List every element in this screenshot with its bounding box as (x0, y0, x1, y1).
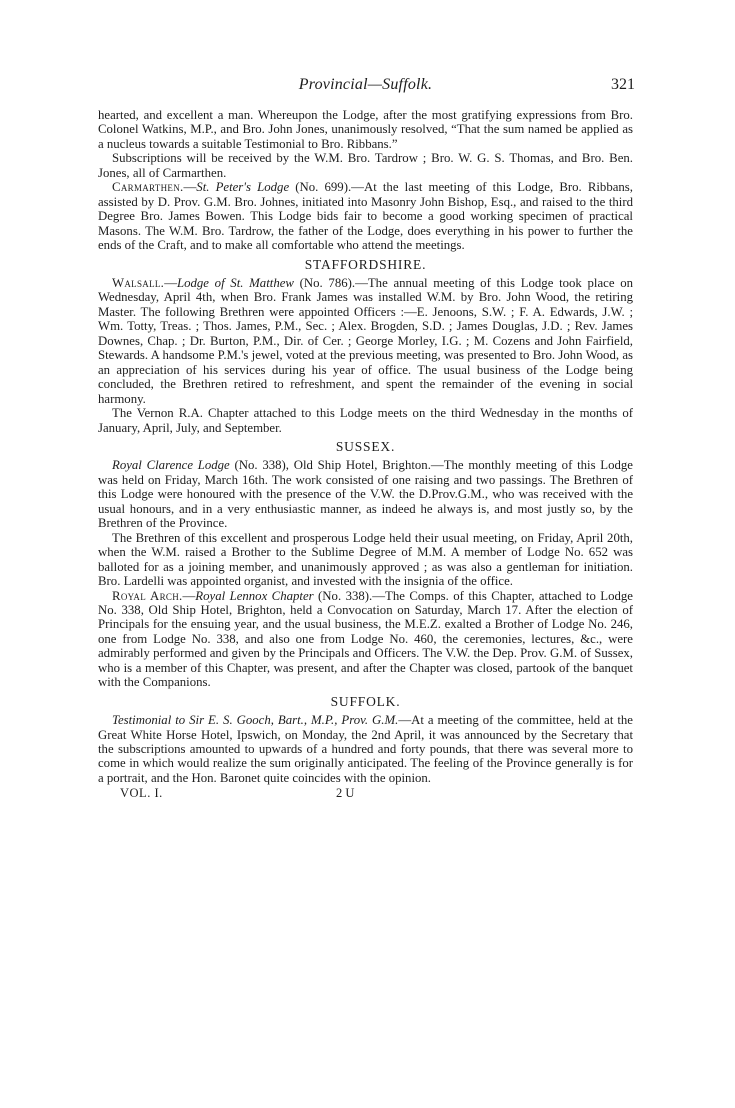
paragraph: Royal Arch.—Royal Lennox Chapter (No. 338).—The Comps. of this Chapter, attached to Lodge No. 338, Old Ship Hotel, Brighton, held a Convocation on Saturday, March 17. After the election of Principals for the ensuing year, and the usual business, the M.E.Z. exalted a Brother of Lodge No. 246, one from Lodge No. 338, and also one from Lodge No. 460, the ceremonies, lectures, &c., were admirably performed and given by the Principals and Officers. The V.W. the Dep. Prov. G.M. of Sussex, who is a member of this Chapter, was present, and after the Chapter was closed, partook of the banquet with the Companions. (98, 588, 633, 690)
paragraph: Carmarthen.—St. Peter's Lodge (No. 699).—At the last meeting of this Lodge, Bro. Ribbans, assisted by D. Prov. G.M. Bro. Johnes, initiated into Masonry John Bishop, Esq., and raised to the third Degree Bro. James Bowen. This Lodge bids fair to become a good working specimen of practical Masons. The W.M. Bro. Tardrow, the father of the Lodge, does everything in his power to further the ends of the Craft, and to make all comfortable who attend the meetings. (98, 180, 633, 253)
signature-mark: 2 U (336, 786, 355, 801)
lodge-name: Royal Clarence Lodge (112, 458, 230, 473)
suffolk-section (98, 695, 633, 786)
place-name: Royal Arch. (112, 588, 183, 603)
paragraph (98, 458, 633, 530)
section-heading: SUSSEX. (335, 438, 396, 454)
section-heading: SUFFOLK. (330, 693, 401, 709)
paragraph-text: (No. 338), Old Ship Hotel, Brighton.—The monthly meeting of this Lodge was held on Friday, March 16th. The work consisted of one raising and two passings. The Brethren of this Lodge were honoured with the presence of the V.W. the D.Prov.G.M., who was received with the usual honours, and in a very enthusiastic manner, as indeed he always is, and most justly so, by the Brethren of the Province. (98, 458, 633, 531)
paragraph-text: —At a meeting of the committee, held at the Great White Horse Hotel, Ipswich, on Monday, the 2nd April, it was announced by the Secretary that the subscriptions amounted to upwards of a hundred and forty pounds, that there was several more to come in which would realize the sum originally anticipated. The feeling of the Province generally is for a portrait, and the Hon. Baronet quite coincides with the opinion. (98, 713, 633, 785)
place-name: Carmarthen. (112, 180, 184, 195)
lodge-name: St. Peter's Lodge (196, 180, 290, 195)
volume-label: VOL. I. (120, 786, 163, 801)
paragraph: The Vernon R.A. Chapter attached to this Lodge meets on the third Wednesday in the months of January, April, July, and September. (98, 406, 633, 435)
paragraph: Subscriptions will be received by the W.M. Bro. Tardrow ; Bro. W. G. S. Thomas, and Bro. Ben. Jones, all of Carmarthen. (98, 151, 633, 180)
paragraph (98, 713, 633, 785)
testimonial-title: Testimonial to Sir E. S. Gooch, Bart., M.P., Prov. G.M. (112, 713, 399, 728)
place-name: Walsall. (112, 275, 165, 290)
paragraph-text: (No. 786).—The annual meeting of this Lodge took place on Wednesday, April 4th, when Bro. Frank James was installed W.M. by Bro. John Wood, the retiring Master. The following Brethren were appointed Officers :—E. Jenoons, S.W. ; F. A. Edwards, J.W. ; Wm. Totty, Treas. ; Thos. James, P.M., Sec. ; Alex. Brogden, S.D. ; James Douglas, J.D. ; Rev. James Downes, Chap. ; Dr. Burton, P.M., Dir. of Cer. ; George Morley, I.G. ; M. Cozens and John Fairfield, Stewards. A handsome P.M.'s jewel, voted at the previous meeting, was presented to Bro. John Wood, as an appreciation of his services during his year of office. The usual business of the Lodge being concluded, the Brethren retired to refreshment, and spent the remainder of the evening in social harmony. (98, 275, 633, 406)
lodge-name: Lodge of St. Matthew (176, 275, 294, 290)
paragraph-text: (No. 338).—The Comps. of this Chapter, attached to Lodge No. 338, Old Ship Hotel, Brighton, held a Convocation on Saturday, March 17. After the election of Principals for the ensuing year, and the usual business, the M.E.Z. exalted a Brother of Lodge No. 246, one from Lodge No. 338, and also one from Lodge No. 460, the ceremonies, lectures, &c., were admirably performed and given by the Principals and Officers. The V.W. the Dep. Prov. G.M. of Sussex, who is a member of this Chapter, was present, and after the Chapter was closed, partook of the banquet with the Companions. (98, 588, 633, 690)
paragraph: hearted, and excellent a man. Whereupon the Lodge, after the most gratifying expressions from Bro. Colonel Watkins, M.P., and Bro. John Jones, unanimously resolved, “That the sum named be applied as a nucleus towards a suitable Testimonial to Bro. Ribbans.” (98, 108, 633, 151)
staffordshire-section (98, 258, 633, 435)
page-number: 321 (611, 76, 635, 93)
paragraph: The Brethren of this excellent and prosperous Lodge held their usual meeting, on Friday, April 20th, when the W.M. raised a Brother to the Sublime Degree of M.M. A member of Lodge No. 652 was balloted for as a joining member, and unanimously approved ; as was also a gentleman for initiation. Bro. Lardelli was appointed organist, and invested with the insignia of the office. (98, 530, 633, 589)
paragraph: Walsall.—Lodge of St. Matthew (No. 786).—The annual meeting of this Lodge took place on Wednesday, April 4th, when Bro. Frank James was installed W.M. by Bro. John Wood, the retiring Master. The following Brethren were appointed Officers :—E. Jenoons, S.W. ; F. A. Edwards, J.W. ; Wm. Totty, Treas. ; Thos. James, P.M., Sec. ; Alex. Brogden, S.D. ; James Douglas, J.D. ; Rev. James Downes, Chap. ; Dr. Burton, P.M., Dir. of Cer. ; George Morley, I.G. ; M. Cozens and John Fairfield, Stewards. A handsome P.M.'s jewel, voted at the previous meeting, was presented to Bro. John Wood, as an appreciation of his services during his year of office. The usual business of the Lodge being concluded, the Brethren retired to refreshment, and spent the remainder of the evening in social harmony. (98, 275, 633, 406)
running-title: Provincial—Suffolk. (298, 76, 433, 93)
running-head (98, 78, 633, 98)
section-heading: STAFFORDSHIRE. (304, 256, 427, 272)
sussex-section (98, 440, 633, 690)
page-footer (98, 786, 633, 802)
chapter-name: Royal Lennox Chapter (195, 588, 314, 603)
carmarthen-continuation (98, 108, 633, 253)
paragraph-text: (No. 699).—At the last meeting of this Lodge, Bro. Ribbans, assisted by D. Prov. G.M. Bro. Johnes, initiated into Masonry John Bishop, Esq., and raised to the third Degree Bro. James Bowen. This Lodge bids fair to become a good working specimen of practical Masons. The W.M. Bro. Tardrow, the father of the Lodge, does everything in his power to further the ends of the Craft, and to make all comfortable who attend the meetings. (98, 180, 633, 253)
